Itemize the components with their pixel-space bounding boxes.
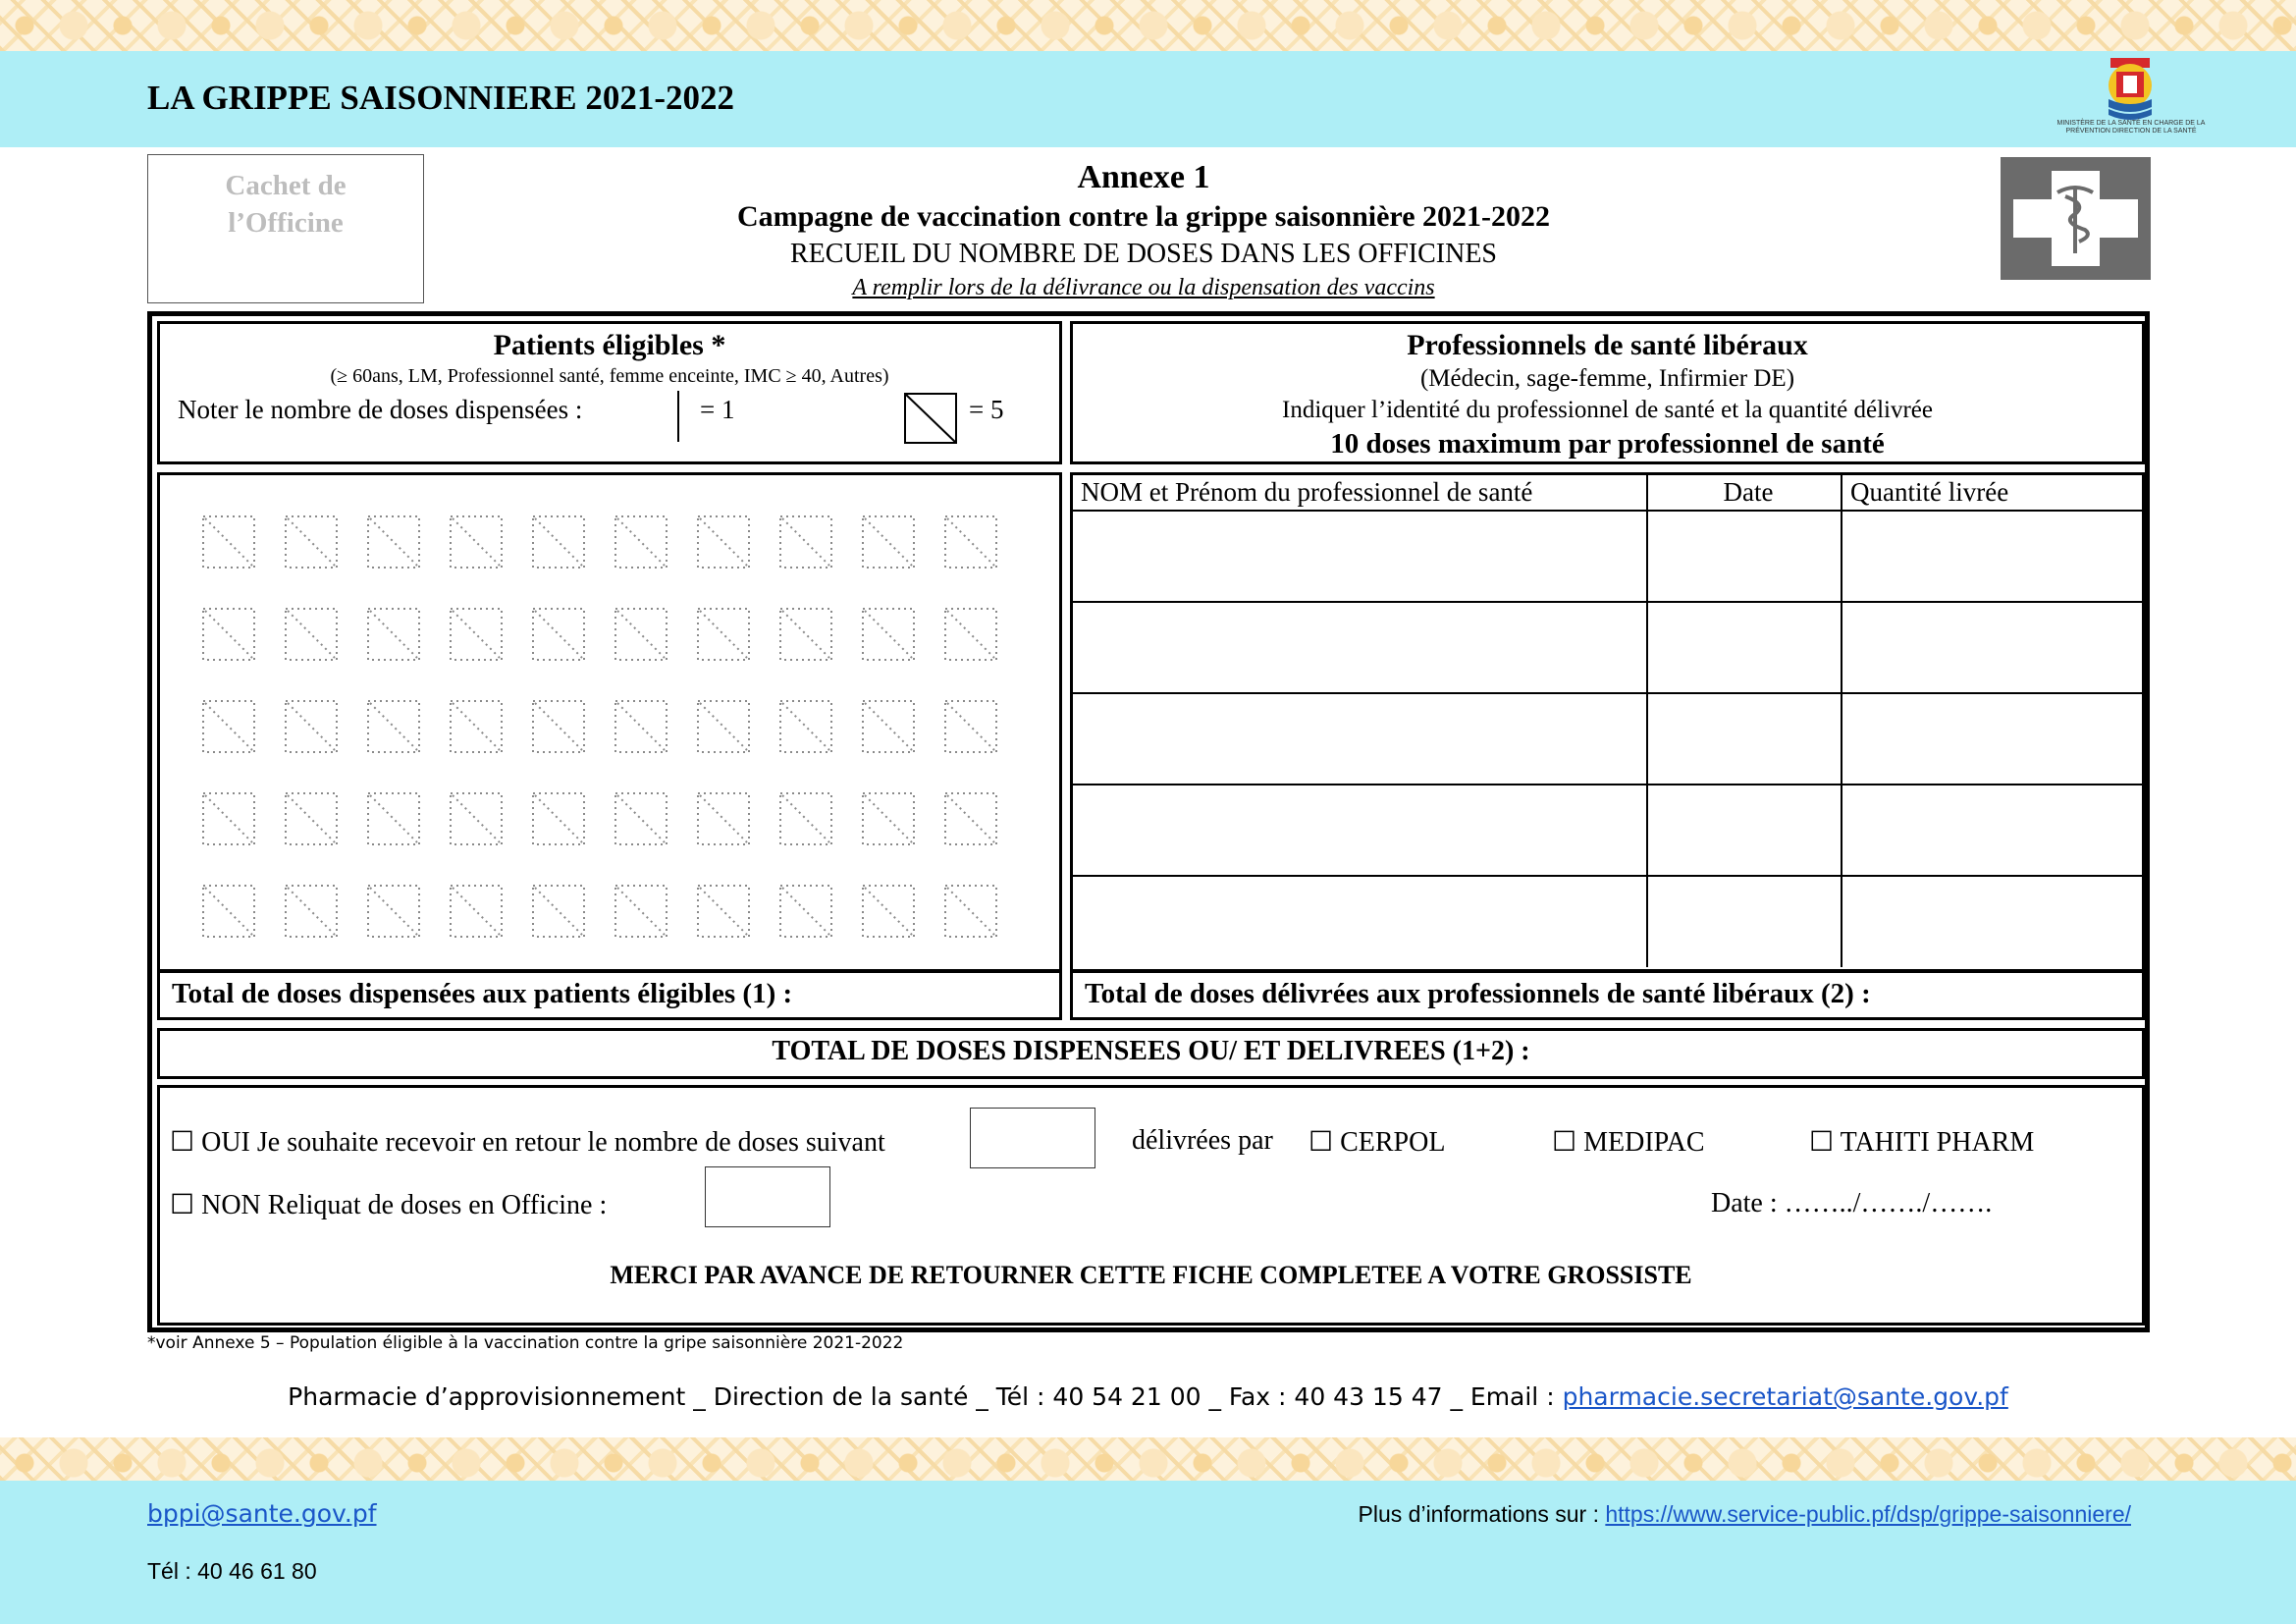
tally-box[interactable] bbox=[943, 699, 998, 754]
patients-total-panel bbox=[157, 969, 1062, 1020]
tally-box[interactable] bbox=[696, 699, 751, 754]
tally-box[interactable] bbox=[614, 514, 668, 569]
document-title-block bbox=[432, 157, 1855, 302]
table-row bbox=[1073, 511, 2142, 602]
professionals-table-panel bbox=[1070, 472, 2145, 973]
quantity-cell[interactable] bbox=[1842, 785, 2142, 876]
col-header-name: NOM et Prénom du professionnel de santé bbox=[1073, 475, 1647, 511]
col-header-quantity: Quantité livrée bbox=[1842, 475, 2142, 511]
tally-box[interactable] bbox=[696, 791, 751, 846]
table-row bbox=[1073, 602, 2142, 693]
tally-box[interactable] bbox=[201, 884, 256, 939]
tally-box[interactable] bbox=[696, 607, 751, 662]
name-cell[interactable] bbox=[1073, 785, 1647, 876]
tally-box[interactable] bbox=[861, 514, 916, 569]
return-doses-input[interactable] bbox=[970, 1108, 1095, 1168]
tally-box[interactable] bbox=[284, 514, 339, 569]
name-cell[interactable] bbox=[1073, 511, 1647, 602]
table-row bbox=[1073, 876, 2142, 967]
tally-box[interactable] bbox=[449, 791, 504, 846]
tally-box[interactable] bbox=[449, 514, 504, 569]
single-stroke-icon bbox=[673, 391, 683, 442]
tally-box[interactable] bbox=[778, 699, 833, 754]
tally-box[interactable] bbox=[284, 699, 339, 754]
patients-header-panel bbox=[157, 321, 1062, 464]
tally-box[interactable] bbox=[366, 607, 421, 662]
cachet-box[interactable] bbox=[147, 154, 424, 303]
tally-box[interactable] bbox=[449, 699, 504, 754]
quantity-cell[interactable] bbox=[1842, 693, 2142, 785]
tally-box[interactable] bbox=[201, 699, 256, 754]
bottom-decorative-band bbox=[0, 1437, 2296, 1481]
patients-title: Patients éligibles * bbox=[493, 329, 726, 361]
five-box-value: = 5 bbox=[969, 395, 1004, 424]
professionals-instruction: Indiquer l’identité du professionnel de santé et la quantité délivrée bbox=[1282, 397, 1933, 423]
tally-box[interactable] bbox=[366, 514, 421, 569]
tally-box[interactable] bbox=[284, 607, 339, 662]
footer-info-link[interactable]: https://www.service-public.pf/dsp/grippe-saisonniere/ bbox=[1605, 1501, 2131, 1527]
tally-box[interactable] bbox=[943, 607, 998, 662]
tally-box[interactable] bbox=[284, 884, 339, 939]
tally-box[interactable] bbox=[531, 514, 586, 569]
quantity-cell[interactable] bbox=[1842, 511, 2142, 602]
tally-box[interactable] bbox=[531, 699, 586, 754]
patients-criteria: (≥ 60ans, LM, Professionnel santé, femme enceinte, IMC ≥ 40, Autres) bbox=[330, 365, 889, 387]
tally-box[interactable] bbox=[366, 884, 421, 939]
oui-checkbox-label[interactable]: ☐ OUI Je souhaite recevoir en retour le nombre de doses suivant bbox=[170, 1127, 885, 1158]
tally-box[interactable] bbox=[696, 514, 751, 569]
dose-legend bbox=[178, 395, 1041, 454]
tally-box[interactable] bbox=[614, 884, 668, 939]
grand-total-label: TOTAL DE DOSES DISPENSEES OU/ ET DELIVREES (1+2) : bbox=[772, 1036, 1530, 1066]
contact-line bbox=[0, 1382, 2296, 1411]
thank-you-note: MERCI PAR AVANCE DE RETOURNER CETTE FICHE COMPLETEE A VOTRE GROSSISTE bbox=[610, 1261, 1692, 1289]
contact-email-link[interactable]: pharmacie.secretariat@sante.gov.pf bbox=[1562, 1382, 2008, 1411]
tally-box[interactable] bbox=[201, 607, 256, 662]
ministry-logo bbox=[2061, 54, 2199, 152]
tally-box[interactable] bbox=[366, 699, 421, 754]
professionals-table bbox=[1073, 475, 2142, 967]
reliquat-input[interactable] bbox=[705, 1166, 830, 1227]
five-box-icon bbox=[904, 393, 957, 444]
tally-box[interactable] bbox=[284, 791, 339, 846]
professionals-types: (Médecin, sage-femme, Infirmier DE) bbox=[1419, 365, 1795, 392]
tally-box[interactable] bbox=[449, 884, 504, 939]
patients-total-label: Total de doses dispensées aux patients éligibles (1) : bbox=[172, 978, 793, 1009]
grand-total-panel bbox=[157, 1028, 2145, 1079]
date-field[interactable]: Date : ……../……./……. bbox=[1711, 1188, 1993, 1218]
professionals-max-doses: 10 doses maximum par professionnel de santé bbox=[1330, 428, 1885, 460]
professionals-total-panel bbox=[1070, 969, 2145, 1020]
name-cell[interactable] bbox=[1073, 693, 1647, 785]
tally-box[interactable] bbox=[778, 791, 833, 846]
dose-legend-label: Noter le nombre de doses dispensées : bbox=[178, 395, 583, 424]
top-decorative-band bbox=[0, 0, 2296, 51]
tally-box[interactable] bbox=[861, 884, 916, 939]
tally-box[interactable] bbox=[531, 884, 586, 939]
name-cell[interactable] bbox=[1073, 876, 1647, 967]
professionals-header-panel bbox=[1070, 321, 2145, 464]
date-cell[interactable] bbox=[1647, 693, 1842, 785]
tally-grid-panel bbox=[157, 472, 1062, 973]
tahiti-pharm-checkbox[interactable]: ☐ TAHITI PHARM bbox=[1809, 1127, 2035, 1158]
professionals-total-label: Total de doses délivrées aux professionnels de santé libéraux (2) : bbox=[1085, 978, 1871, 1009]
cachet-label-line2: l’Officine bbox=[228, 207, 344, 239]
cerpol-checkbox[interactable]: ☐ CERPOL bbox=[1308, 1127, 1446, 1158]
tally-box[interactable] bbox=[861, 791, 916, 846]
footer-info bbox=[1359, 1501, 2131, 1528]
tally-box[interactable] bbox=[943, 514, 998, 569]
pharmacy-cross-icon bbox=[2001, 157, 2151, 280]
tally-box[interactable] bbox=[201, 791, 256, 846]
return-section-panel bbox=[157, 1085, 2145, 1326]
tally-box[interactable] bbox=[531, 791, 586, 846]
quantity-cell[interactable] bbox=[1842, 876, 2142, 967]
date-cell[interactable] bbox=[1647, 511, 1842, 602]
single-stroke-value: = 1 bbox=[700, 395, 735, 424]
col-header-date: Date bbox=[1647, 475, 1842, 511]
footnote: *voir Annexe 5 – Population éligible à la vaccination contre la gripe saisonnière 2021-2022 bbox=[147, 1333, 904, 1353]
date-cell[interactable] bbox=[1647, 876, 1842, 967]
tally-box[interactable] bbox=[366, 791, 421, 846]
table-row bbox=[1073, 785, 2142, 876]
non-checkbox-label[interactable]: ☐ NON Reliquat de doses en Officine : bbox=[170, 1190, 608, 1220]
footer-email-link[interactable]: bppi@sante.gov.pf bbox=[147, 1499, 377, 1528]
date-cell[interactable] bbox=[1647, 602, 1842, 693]
tally-box[interactable] bbox=[861, 699, 916, 754]
date-cell[interactable] bbox=[1647, 785, 1842, 876]
tally-box[interactable] bbox=[778, 514, 833, 569]
page-title: LA GRIPPE SAISONNIERE 2021-2022 bbox=[147, 79, 735, 117]
footer-info-label: Plus d’informations sur : bbox=[1358, 1501, 1606, 1527]
medipac-checkbox[interactable]: ☐ MEDIPAC bbox=[1552, 1127, 1705, 1158]
main-form-frame bbox=[147, 311, 2150, 1332]
tally-box[interactable] bbox=[778, 884, 833, 939]
ministry-caption: MINISTÈRE DE LA SANTÉ EN CHARGE DE LA PRÉVENTION DIRECTION DE LA SANTÉ bbox=[2056, 120, 2206, 135]
tally-box[interactable] bbox=[696, 884, 751, 939]
tally-box[interactable] bbox=[943, 884, 998, 939]
delivered-by-label: délivrées par bbox=[1132, 1125, 1273, 1156]
fill-instruction: A remplir lors de la délivrance ou la dispensation des vaccins bbox=[852, 275, 1435, 300]
tally-box[interactable] bbox=[449, 607, 504, 662]
cachet-label-line1: Cachet de bbox=[225, 170, 347, 201]
tally-box[interactable] bbox=[614, 699, 668, 754]
professionals-title: Professionnels de santé libéraux bbox=[1407, 329, 1808, 361]
tally-box[interactable] bbox=[778, 607, 833, 662]
recueil-subtitle: RECUEIL DU NOMBRE DE DOSES DANS LES OFFICINES bbox=[789, 239, 1497, 269]
annexe-title: Annexe 1 bbox=[1077, 159, 1210, 195]
footer-phone: Tél : 40 46 61 80 bbox=[147, 1558, 317, 1584]
campaign-title: Campagne de vaccination contre la grippe saisonnière 2021-2022 bbox=[736, 200, 1551, 233]
quantity-cell[interactable] bbox=[1842, 602, 2142, 693]
tally-box[interactable] bbox=[614, 791, 668, 846]
table-row bbox=[1073, 693, 2142, 785]
contact-text: Pharmacie d’approvisionnement _ Direction de la santé _ Tél : 40 54 21 00 _ Fax : 40 43 15 47 _ Email : bbox=[288, 1382, 1563, 1411]
tally-box[interactable] bbox=[943, 791, 998, 846]
name-cell[interactable] bbox=[1073, 602, 1647, 693]
tally-box[interactable] bbox=[531, 607, 586, 662]
tally-box[interactable] bbox=[861, 607, 916, 662]
tally-box[interactable] bbox=[201, 514, 256, 569]
tally-box[interactable] bbox=[614, 607, 668, 662]
